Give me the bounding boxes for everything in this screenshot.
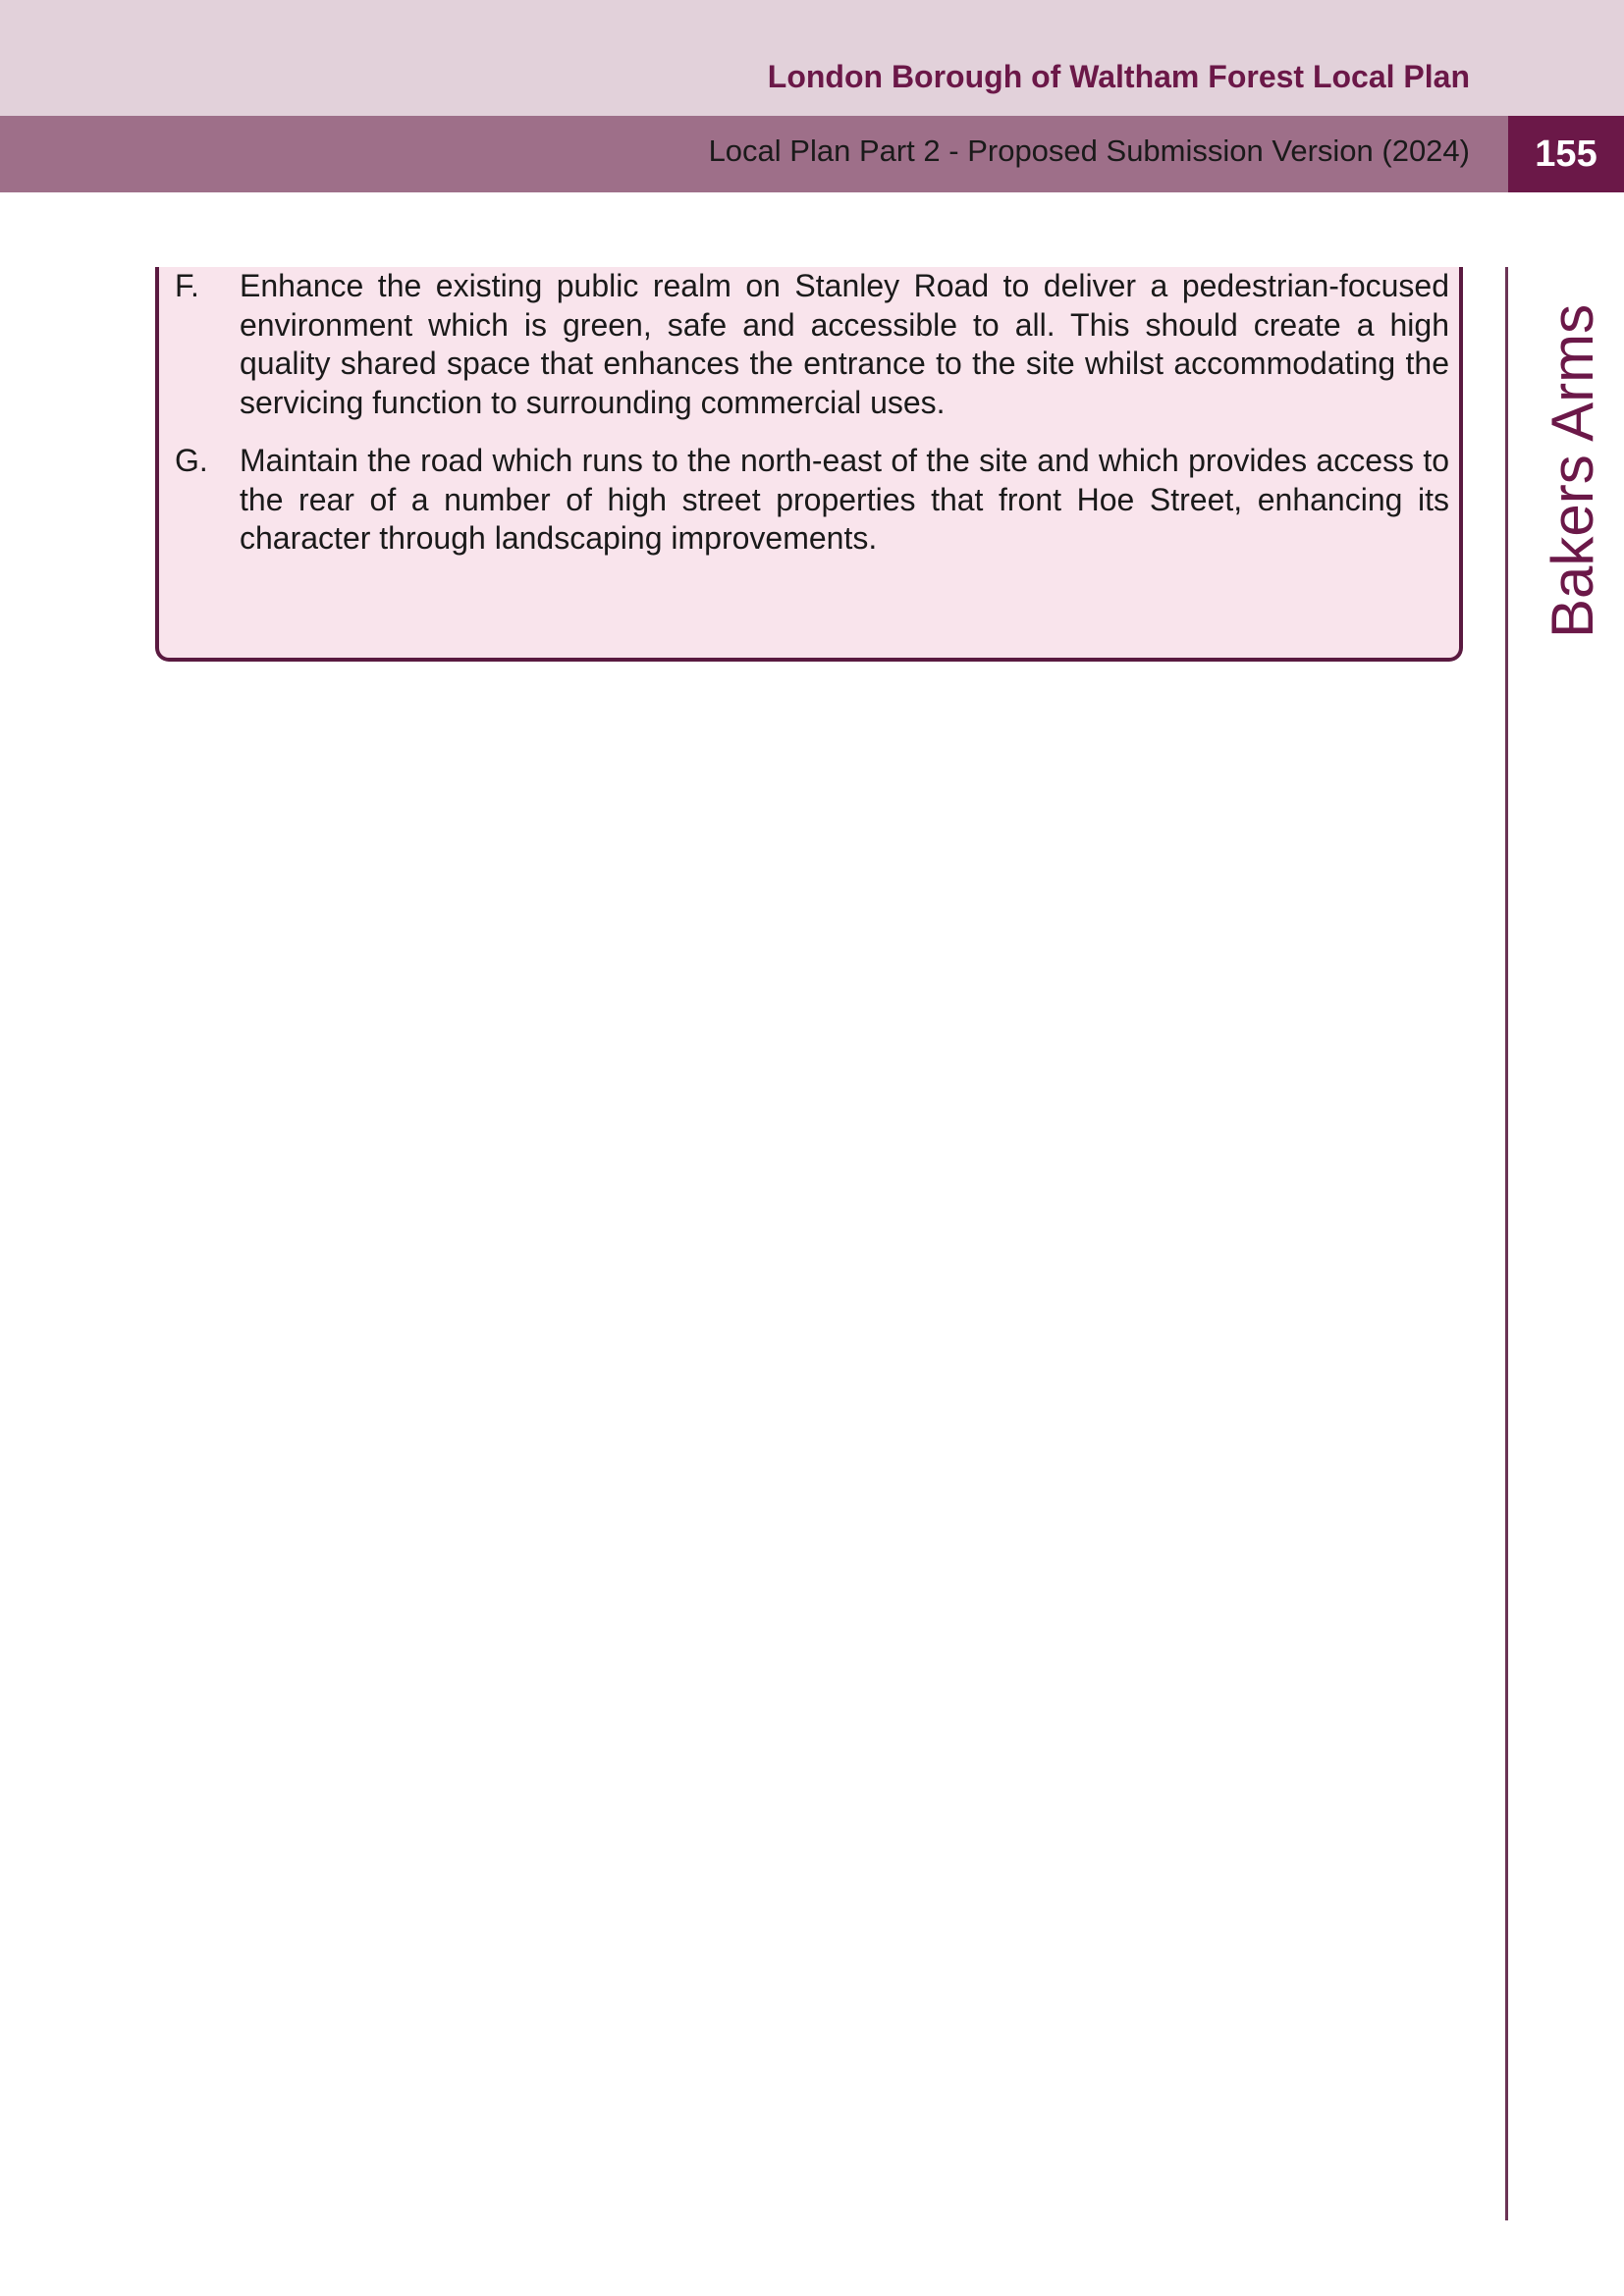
policy-item-text: Maintain the road which runs to the north-east of the site and which provides access to the rear of a number of high street properties that front Hoe Street, enhancing its character through landscaping improvements. — [240, 443, 1449, 556]
policy-box — [155, 267, 1463, 662]
section-tab-label: Bakers Arms — [1540, 303, 1605, 638]
policy-item — [175, 267, 1449, 422]
policy-item-marker: F. — [175, 268, 199, 303]
document-title: London Borough of Waltham Forest Local Plan — [767, 59, 1470, 94]
document-subtitle: Local Plan Part 2 - Proposed Submission Version (2024) — [708, 133, 1470, 168]
section-divider-line — [1505, 267, 1508, 2220]
policy-item-marker: G. — [175, 443, 208, 478]
policy-item-text: Enhance the existing public realm on Stanley Road to deliver a pedestrian-focused environment which is green, safe and accessible to all. This should create a high quality shared space that enhances the entrance to the site whilst accommodating the servicing function to surrounding commercial uses. — [240, 268, 1449, 420]
page-number: 155 — [1535, 133, 1597, 175]
policy-list — [175, 267, 1449, 578]
header-top-bar — [0, 0, 1624, 116]
policy-item — [175, 442, 1449, 559]
page-number-box — [1508, 116, 1624, 192]
